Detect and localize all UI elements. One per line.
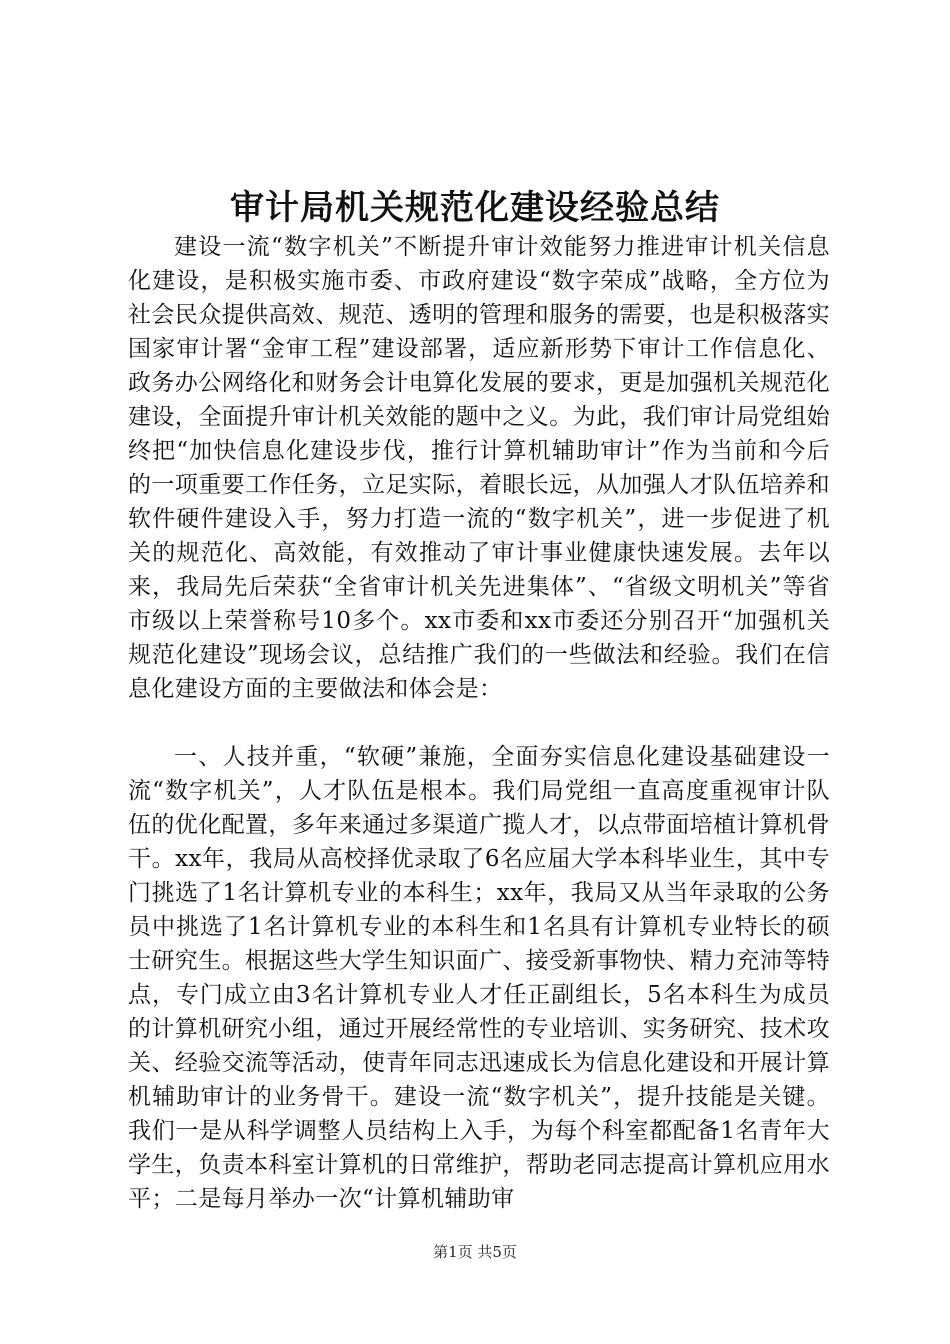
document-body xyxy=(128,230,830,1216)
paragraph-spacer xyxy=(128,706,830,740)
paragraph-intro: 建设一流“数字机关”不断提升审计效能努力推进审计机关信息化建设，是积极实施市委、市政府建设“数字荣成”战略，全方位为社会民众提供高效、规范、透明的管理和服务的需要，也是积极落实国家审计署“金审工程”建设部署，适应新形势下审计工作信息化、政务办公网络化和财务会计电算化发展的要求，更是加强机关规范化建设，全面提升审计机关效能的题中之义。为此，我们审计局党组始终把“加快信息化建设步伐，推行计算机辅助审计”作为当前和今后的一项重要工作任务，立足实际，着眼长远，从加强人才队伍培养和软件硬件建设入手，努力打造一流的“数字机关”，进一步促进了机关的规范化、高效能，有效推动了审计事业健康快速发展。去年以来，我局先后荣获“全省审计机关先进集体”、“省级文明机关”等省市级以上荣誉称号10多个。xx市委和xx市委还分别召开“加强机关规范化建设”现场会议，总结推广我们的一些做法和经验。我们在信息化建设方面的主要做法和体会是： xyxy=(128,234,830,702)
document-title: 审计局机关规范化建设经验总结 xyxy=(230,188,720,228)
page-number-footer: 第1页 共5页 xyxy=(433,1243,517,1261)
paragraph-section-one: 一、人技并重，“软硬”兼施，全面夯实信息化建设基础建设一流“数字机关”，人才队伍是根本。我们局党组一直高度重视审计队伍的优化配置，多年来通过多渠道广揽人才，以点带面培植计算机骨干。xx年，我局从高校择优录取了6名应届大学本科毕业生，其中专门挑选了1名计算机专业的本科生；xx年，我局又从当年录取的公务员中挑选了1名计算机专业的本科生和1名具有计算机专业特长的硕士研究生。根据这些大学生知识面广、接受新事物快、精力充沛等特点，专门成立由3名计算机专业人才任正副组长，5名本科生为成员的计算机研究小组，通过开展经常性的专业培训、实务研究、技术攻关、经验交流等活动，使青年同志迅速成长为信息化建设和开展计算机辅助审计的业务骨干。建设一流“数字机关”，提升技能是关键。我们一是从科学调整人员结构上入手，为每个科室都配备1名青年大学生，负责本科室计算机的日常维护，帮助老同志提高计算机应用水平；二是每月举办一次“计算机辅助审 xyxy=(128,744,830,1212)
